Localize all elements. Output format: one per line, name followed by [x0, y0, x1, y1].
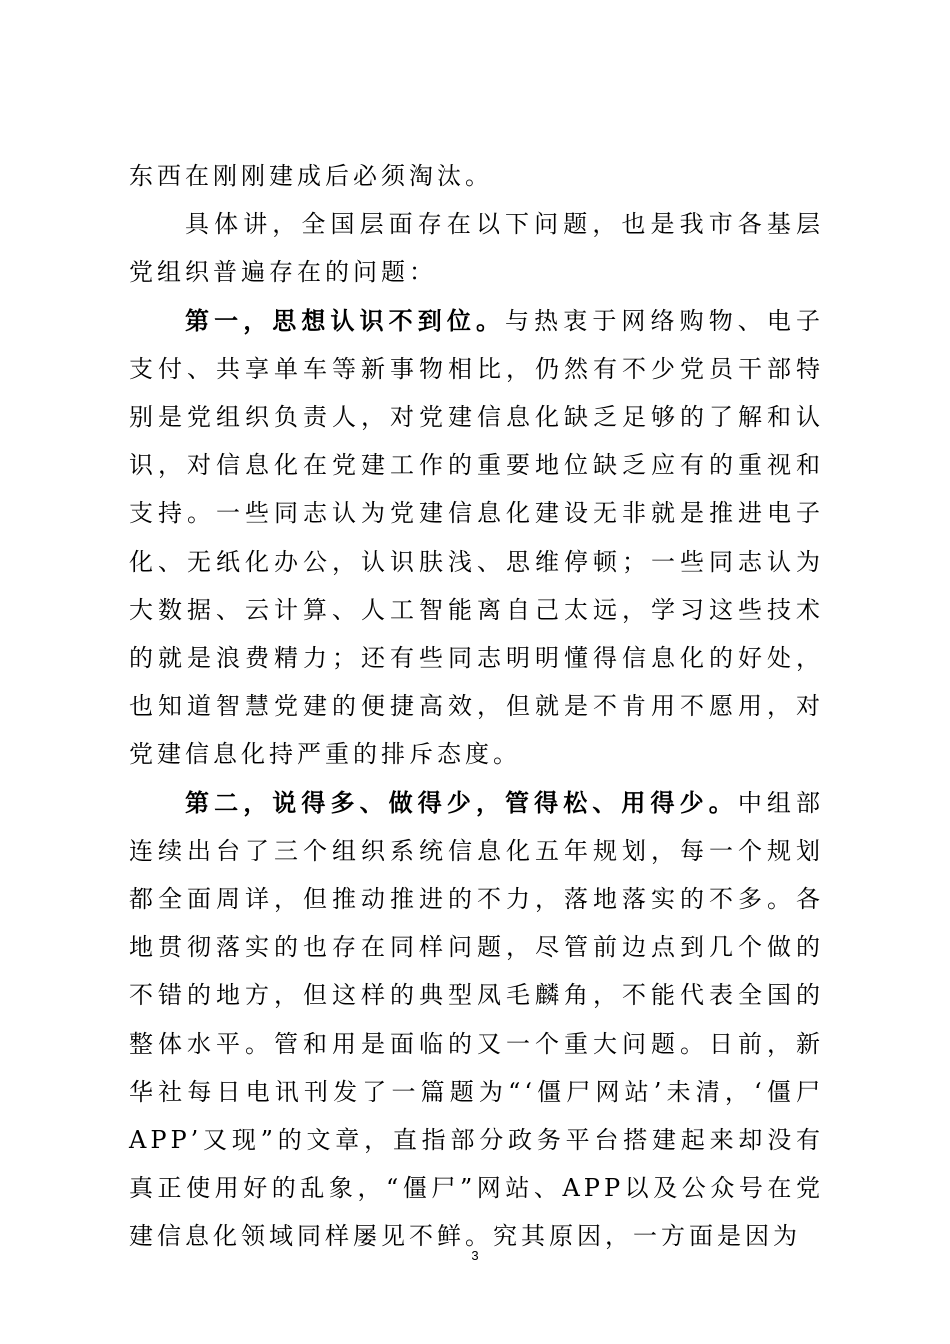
- paragraph-continuation: [129, 152, 824, 200]
- page-number: 3: [471, 1248, 479, 1263]
- paragraph-text: 东西在刚刚建成后必须淘汰。: [129, 162, 493, 190]
- paragraph-text: 具体讲，全国层面存在以下问题，也是我市各基层党组织普遍存在的问题：: [129, 210, 824, 287]
- paragraph-first-issue: [129, 297, 824, 779]
- paragraph-text: 与热衷于网络购物、电子支付、共享单车等新事物相比，仍然有不少党员干部特别是党组织负责人，对党建信息化缺乏足够的了解和认识，对信息化在党建工作的重要地位缺乏应有的重视和支持。一些同志认为党建信息化建设无非就是推进电子化、无纸化办公，认识肤浅、思维停顿；一些同志认为大数据、云计算、人工智能离自己太远，学习这些技术的就是浪费精力；还有些同志明明懂得信息化的好处，也知道智慧党建的便捷高效，但就是不肯用不愿用，对党建信息化持严重的排斥态度。: [129, 306, 824, 769]
- paragraph-second-issue: [129, 779, 824, 1261]
- paragraph-text: 中组部连续出台了三个组织系统信息化五年规划，每一个规划都全面周详，但推动推进的不力，落地落实的不多。各地贯彻落实的也存在同样问题，尽管前边点到几个做的不错的地方，但这样的典型凤毛麟角，不能代表全国的整体水平。管和用是面临的又一个重大问题。日前，新华社每日电讯刊发了一篇题为“‘僵尸网站’未清，‘僵尸APP’又现”的文章，直指部分政务平台搭建起来却没有真正使用好的乱象，“僵尸”网站、APP以及公众号在党建信息化领域同样屡见不鲜。究其原因，一方面是因为: [129, 788, 825, 1251]
- paragraph-lead: 第一，思想认识不到位。: [185, 305, 506, 335]
- paragraph-intro: [129, 200, 824, 296]
- document-body: [129, 152, 824, 1261]
- paragraph-lead: 第二，说得多、做得少，管得松、用得少。: [185, 787, 738, 817]
